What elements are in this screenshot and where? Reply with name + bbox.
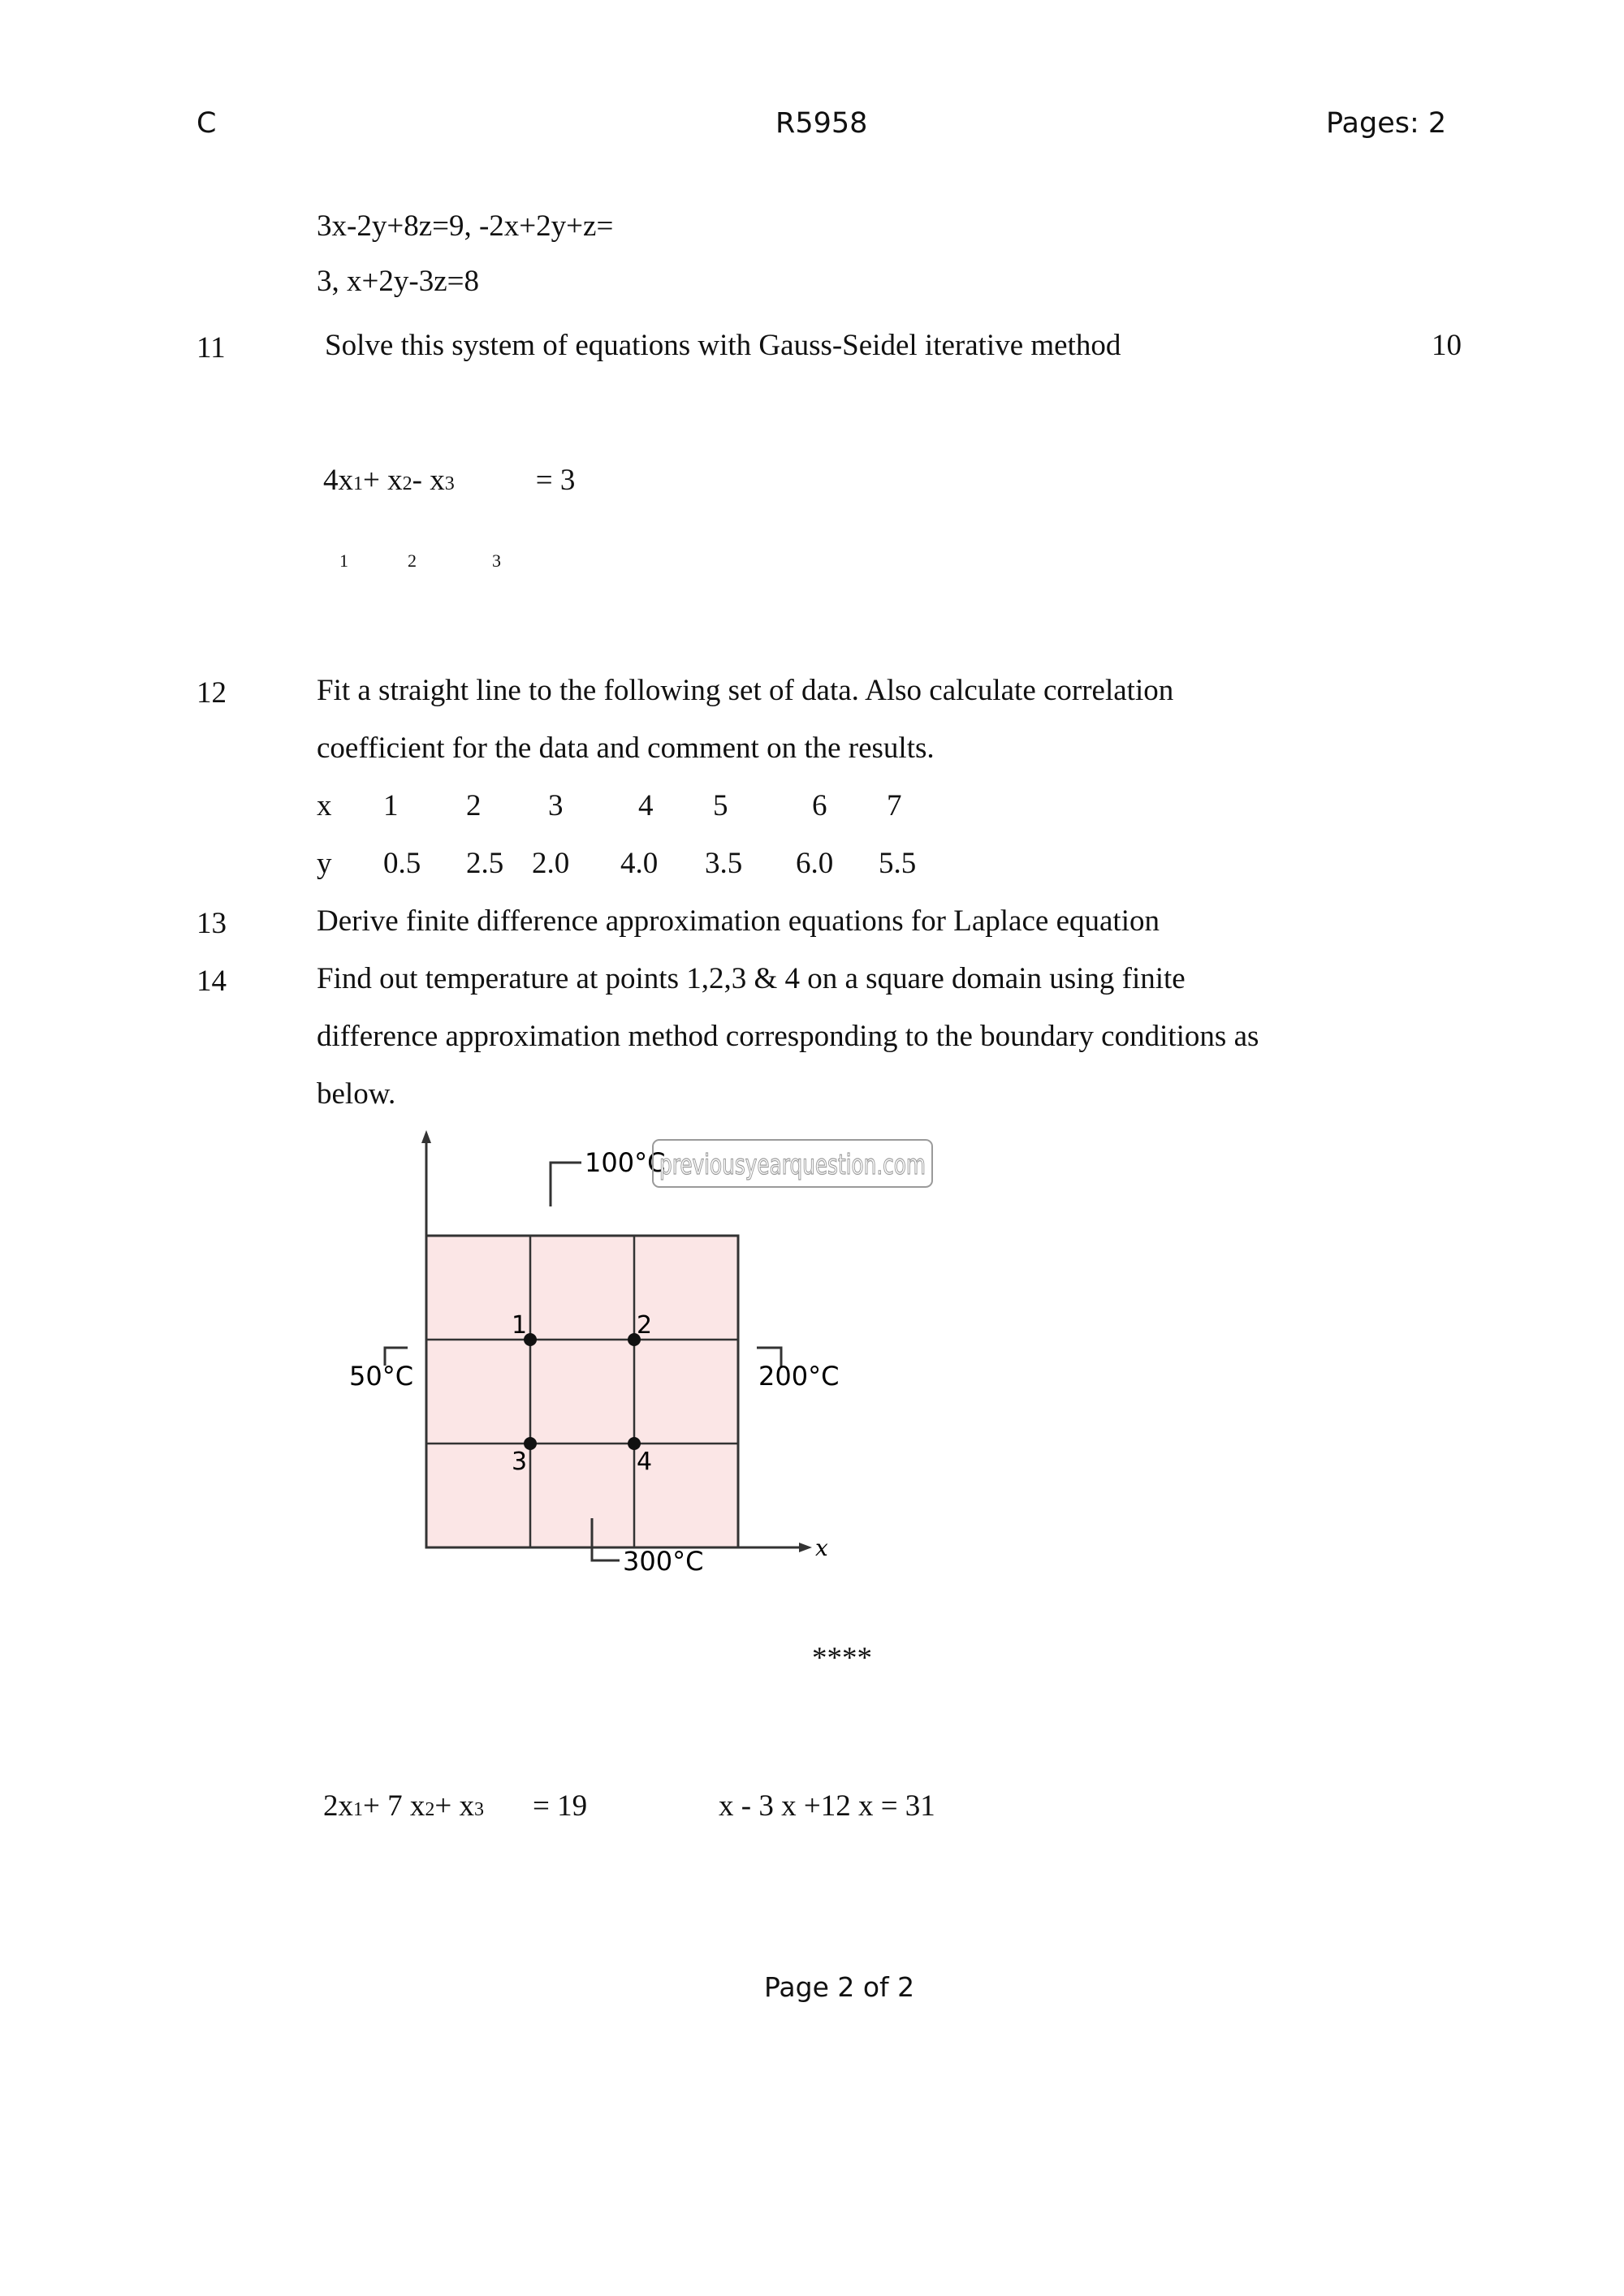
top-boundary-leader bbox=[551, 1163, 581, 1206]
prev-equation-line-1: 3x-2y+8z=9, -2x+2y+z= bbox=[317, 209, 614, 243]
data-y-value: 4.0 bbox=[620, 847, 659, 880]
data-x-value: 5 bbox=[713, 789, 728, 822]
data-y-value: 2.0 bbox=[532, 847, 570, 880]
watermark: previousyearquestion.com bbox=[659, 1149, 926, 1181]
question-12-line-1: Fit a straight line to the following set of data. Also calculate correlation bbox=[317, 674, 1174, 707]
data-table-y-label: y bbox=[317, 847, 332, 880]
data-y-value: 2.5 bbox=[466, 847, 504, 880]
data-x-value: 6 bbox=[812, 789, 827, 822]
square-domain-figure bbox=[309, 1112, 958, 1583]
header-left: C bbox=[197, 107, 217, 140]
question-14-line-3: below. bbox=[317, 1077, 396, 1111]
end-of-questions-mark: **** bbox=[812, 1642, 872, 1675]
top-boundary-label: 100°C bbox=[585, 1147, 666, 1178]
left-boundary-label: 50°C bbox=[349, 1361, 414, 1392]
data-y-value: 6.0 bbox=[796, 847, 834, 880]
data-y-value: 5.5 bbox=[879, 847, 917, 880]
bottom-boundary-label: 300°C bbox=[623, 1546, 704, 1577]
question-number-12: 12 bbox=[197, 676, 227, 710]
x-axis-label: x bbox=[815, 1534, 828, 1561]
data-y-value: 3.5 bbox=[705, 847, 743, 880]
question-number-13: 13 bbox=[197, 907, 227, 940]
stray-subscript-1: 1 bbox=[339, 550, 348, 571]
data-x-value: 3 bbox=[548, 789, 564, 822]
data-x-value: 1 bbox=[383, 789, 399, 822]
prev-equation-line-2: 3, x+2y-3z=8 bbox=[317, 265, 479, 298]
data-x-value: 7 bbox=[887, 789, 902, 822]
q11-equation-1: 4x1+ x2- x3 = 3 bbox=[323, 464, 576, 497]
header-pages: Pages: 2 bbox=[1326, 107, 1447, 140]
data-x-value: 2 bbox=[466, 789, 482, 822]
data-table-x-label: x bbox=[317, 789, 332, 822]
node-label-4: 4 bbox=[637, 1448, 653, 1476]
q11-equation-2: 2x1+ 7 x2+ x3 = 19 bbox=[323, 1789, 588, 1823]
node-label-1: 1 bbox=[512, 1311, 528, 1340]
x-axis-arrowhead bbox=[799, 1543, 812, 1552]
node-label-3: 3 bbox=[512, 1448, 528, 1476]
data-y-value: 0.5 bbox=[383, 847, 421, 880]
page-footer: Page 2 of 2 bbox=[764, 1971, 915, 2003]
question-12-line-2: coefficient for the data and comment on the results. bbox=[317, 732, 935, 765]
stray-subscript-3: 3 bbox=[492, 550, 501, 571]
right-boundary-label: 200°C bbox=[758, 1361, 840, 1392]
question-number-14: 14 bbox=[197, 965, 227, 998]
node-label-2: 2 bbox=[637, 1311, 653, 1340]
y-axis-arrowhead bbox=[421, 1130, 431, 1143]
stray-subscript-2: 2 bbox=[408, 550, 417, 571]
question-14-line-1: Find out temperature at points 1,2,3 & 4 on a square domain using finite bbox=[317, 962, 1186, 995]
question-11-text: Solve this system of equations with Gauss-Seidel iterative method bbox=[325, 329, 1121, 362]
question-number-11: 11 bbox=[197, 331, 226, 365]
question-13-text: Derive finite difference approximation equations for Laplace equation bbox=[317, 904, 1160, 938]
question-14-line-2: difference approximation method corresponding to the boundary conditions as bbox=[317, 1020, 1259, 1053]
domain-square bbox=[426, 1236, 738, 1547]
header-code: R5958 bbox=[775, 107, 868, 140]
question-11-marks: 10 bbox=[1432, 329, 1462, 362]
data-x-value: 4 bbox=[638, 789, 654, 822]
q11-equation-3: x - 3 x +12 x = 31 bbox=[719, 1789, 935, 1823]
